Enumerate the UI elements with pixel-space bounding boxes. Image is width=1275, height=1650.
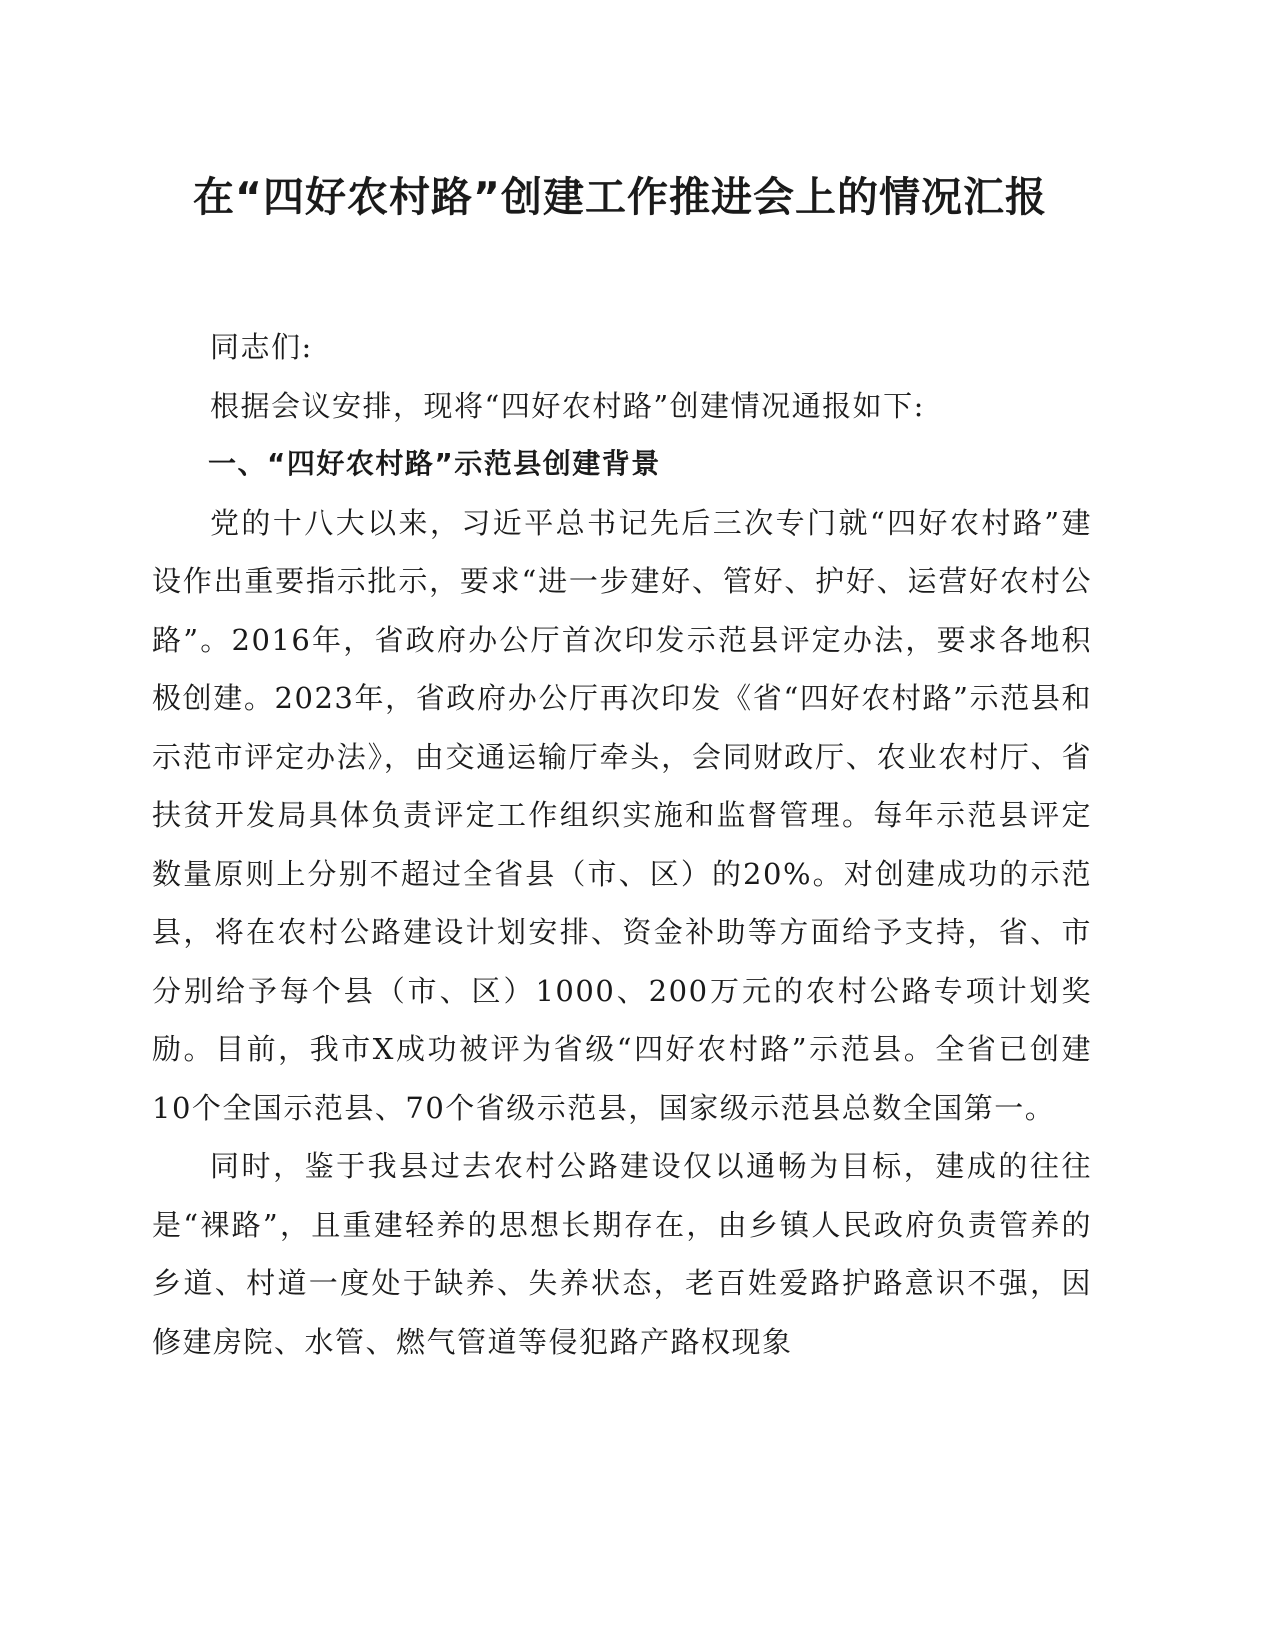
body-paragraph: 党的十八大以来，习近平总书记先后三次专门就“四好农村路”建设作出重要指示批示，要求“进一步建好、管好、护好、运营好农村公路”。2016年，省政府办公厅首次印发示范县评定办法，要求各地积极创建。2023年，省政府办公厅再次印发《省“四好农村路”示范县和示范市评定办法》，由交通运输厅牵头，会同财政厅、农业农村厅、省扶贫开发局具体负责评定工作组织实施和监督管理。每年示范县评定数量原则上分别不超过全省县（市、区）的20%。对创建成功的示范县，将在农村公路建设计划安排、资金补助等方面给予支持，省、市分别给予每个县（市、区）1000、200万元的农村公路专项计划奖励。目前，我市X成功被评为省级“四好农村路”示范县。全省已创建10个全国示范县、70个省级示范县，国家级示范县总数全国第一。 — [152, 505, 1092, 1125]
body-paragraph: 同时，鉴于我县过去农村公路建设仅以通畅为目标，建成的往往是“裸路”，且重建轻养的思想长期存在，由乡镇人民政府负责管养的乡道、村道一度处于缺养、失养状态，老百姓爱路护路意识不强，因修建房院、水管、燃气管道等侵犯路产路权现象 — [152, 1149, 1092, 1359]
salutation: 同志们: — [210, 330, 313, 364]
document-title: 在“四好农村路”创建工作推进会上的情况汇报 — [193, 173, 1047, 221]
document-body — [152, 318, 1092, 1371]
intro-paragraph: 根据会议安排，现将“四好农村路”创建情况通报如下: — [210, 388, 925, 423]
section-heading: 一、“四好农村路”示范县创建背景 — [208, 447, 661, 480]
